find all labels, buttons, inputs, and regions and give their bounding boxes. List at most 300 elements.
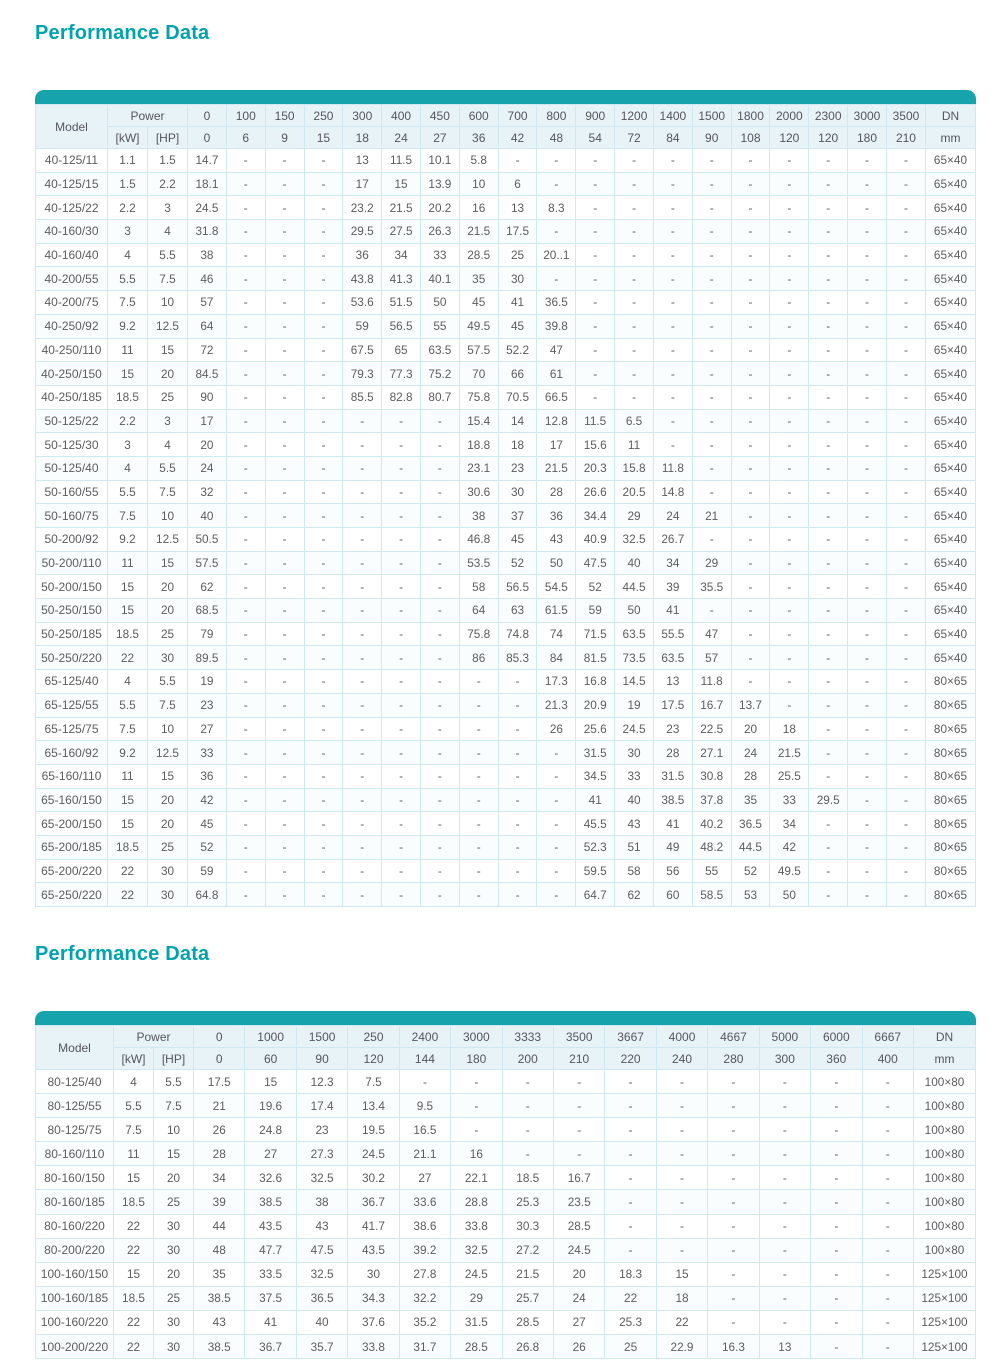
value-cell: 23 — [653, 717, 692, 741]
value-cell: - — [862, 1238, 914, 1262]
value-cell: 21.5 — [502, 1262, 553, 1286]
model-cell: 40-125/11 — [36, 149, 108, 173]
value-cell: - — [615, 362, 654, 386]
dn-cell: 65×40 — [926, 599, 976, 623]
value-cell: 23.1 — [459, 456, 498, 480]
value-cell: 57 — [188, 291, 227, 315]
value-cell: - — [811, 1070, 862, 1094]
value-cell: - — [886, 859, 925, 883]
value-cell: - — [265, 504, 304, 528]
value-cell: - — [886, 764, 925, 788]
value-cell: - — [653, 172, 692, 196]
value-cell: - — [615, 385, 654, 409]
kw-cell: 15 — [108, 362, 148, 386]
value-cell: 59 — [188, 859, 227, 883]
table-row — [36, 741, 976, 765]
model-cell: 50-160/55 — [36, 480, 108, 504]
table-row — [36, 1142, 976, 1166]
value-cell: - — [265, 314, 304, 338]
value-cell: - — [605, 1214, 656, 1238]
value-cell: - — [692, 149, 731, 173]
value-cell: 31.5 — [451, 1310, 502, 1334]
model-cell: 80-160/220 — [36, 1214, 114, 1238]
value-cell: - — [770, 622, 809, 646]
flow-header: 5000 — [759, 1026, 810, 1048]
dn-cell: 80×65 — [926, 788, 976, 812]
value-cell: - — [653, 314, 692, 338]
table-row — [36, 504, 976, 528]
value-cell: - — [343, 812, 382, 836]
value-cell: 54.5 — [537, 575, 576, 599]
value-cell: - — [653, 385, 692, 409]
model-cell: 65-250/220 — [36, 883, 108, 907]
value-cell: 21.5 — [537, 456, 576, 480]
value-cell: 33 — [420, 243, 459, 267]
value-cell: - — [862, 1335, 914, 1359]
value-cell: 33.8 — [451, 1214, 502, 1238]
value-cell: - — [770, 670, 809, 694]
kw-cell: 4 — [108, 243, 148, 267]
kw-cell: 11 — [108, 551, 148, 575]
value-cell: 14.7 — [188, 149, 227, 173]
model-cell: 40-125/15 — [36, 172, 108, 196]
value-cell: - — [615, 314, 654, 338]
value-cell: - — [848, 433, 887, 457]
value-cell: 24 — [188, 456, 227, 480]
value-cell: 56 — [653, 859, 692, 883]
value-cell: 39 — [653, 575, 692, 599]
value-cell: 40 — [188, 504, 227, 528]
model-cell: 80-200/220 — [36, 1238, 114, 1262]
value-cell: - — [498, 812, 537, 836]
hp-cell: 30 — [148, 859, 188, 883]
value-cell: - — [265, 267, 304, 291]
model-cell: 100-160/185 — [36, 1286, 114, 1310]
table-row — [36, 788, 976, 812]
value-cell: - — [451, 1118, 502, 1142]
value-cell: 28 — [731, 764, 770, 788]
value-cell: - — [692, 220, 731, 244]
value-cell: 28.5 — [451, 1335, 502, 1359]
value-cell: 55 — [692, 859, 731, 883]
table-top-bar — [35, 90, 976, 104]
value-cell: 63.5 — [615, 622, 654, 646]
value-cell: - — [656, 1142, 707, 1166]
value-cell: - — [809, 764, 848, 788]
flow-header: 100 — [226, 105, 265, 127]
value-cell: - — [809, 646, 848, 670]
value-cell: - — [420, 409, 459, 433]
value-cell: - — [809, 338, 848, 362]
value-cell: - — [770, 338, 809, 362]
kw-cell: 9.2 — [108, 314, 148, 338]
dn-cell: 65×40 — [926, 456, 976, 480]
value-cell: 29 — [615, 504, 654, 528]
value-cell: 40.2 — [692, 812, 731, 836]
dn-header: DN — [914, 1026, 976, 1048]
value-cell: 24.5 — [615, 717, 654, 741]
value-cell: 5.8 — [459, 149, 498, 173]
value-cell: 75.8 — [459, 622, 498, 646]
value-cell: 20.9 — [576, 693, 615, 717]
value-cell: - — [692, 456, 731, 480]
value-cell: - — [420, 835, 459, 859]
value-cell: - — [265, 196, 304, 220]
value-cell: - — [731, 599, 770, 623]
value-cell: - — [770, 267, 809, 291]
performance-table-1 — [35, 104, 976, 907]
value-cell: 16.7 — [553, 1166, 604, 1190]
value-cell: - — [420, 456, 459, 480]
value-cell: - — [304, 196, 343, 220]
hp-cell: 25 — [148, 622, 188, 646]
value-cell: - — [226, 693, 265, 717]
value-cell: - — [770, 646, 809, 670]
value-cell: 10 — [459, 172, 498, 196]
value-cell: - — [382, 788, 421, 812]
value-cell: - — [576, 338, 615, 362]
value-cell: - — [420, 480, 459, 504]
value-cell: 21.5 — [770, 741, 809, 765]
value-cell: - — [770, 456, 809, 480]
value-cell: - — [886, 314, 925, 338]
value-cell: - — [343, 717, 382, 741]
value-cell: 17.5 — [194, 1070, 245, 1094]
value-cell: - — [382, 812, 421, 836]
value-cell: - — [498, 835, 537, 859]
value-cell: 33 — [615, 764, 654, 788]
value-cell: 39.8 — [537, 314, 576, 338]
value-cell: 43 — [194, 1310, 245, 1334]
model-cell: 50-125/22 — [36, 409, 108, 433]
value-cell: - — [615, 196, 654, 220]
value-cell: - — [615, 220, 654, 244]
value-cell: 82.8 — [382, 385, 421, 409]
table-row — [36, 883, 976, 907]
value-cell: 63.5 — [420, 338, 459, 362]
value-cell: 51 — [615, 835, 654, 859]
hp-cell: 30 — [148, 883, 188, 907]
value-cell: - — [553, 1142, 604, 1166]
value-cell: 73.5 — [615, 646, 654, 670]
section-title: Performance Data — [35, 22, 210, 44]
value-cell: - — [759, 1190, 810, 1214]
value-cell: - — [886, 646, 925, 670]
value-cell: - — [653, 196, 692, 220]
value-cell: - — [420, 788, 459, 812]
value-cell: 79 — [188, 622, 227, 646]
value-cell: - — [886, 196, 925, 220]
value-cell: 31.5 — [576, 741, 615, 765]
value-cell: 45.5 — [576, 812, 615, 836]
value-cell: - — [498, 883, 537, 907]
value-cell: - — [886, 622, 925, 646]
value-cell: - — [226, 551, 265, 575]
value-cell: - — [343, 528, 382, 552]
value-cell: 26.7 — [653, 528, 692, 552]
value-cell: 24.5 — [188, 196, 227, 220]
value-cell: 16 — [451, 1142, 502, 1166]
value-cell: - — [731, 670, 770, 694]
value-cell: - — [759, 1094, 810, 1118]
value-cell: - — [886, 528, 925, 552]
value-cell: - — [576, 267, 615, 291]
value-cell: 19.6 — [245, 1094, 296, 1118]
flow-unit-header: 9 — [265, 127, 304, 149]
value-cell: 14 — [498, 409, 537, 433]
value-cell: - — [656, 1070, 707, 1094]
hp-cell: 7.5 — [148, 480, 188, 504]
value-cell: - — [811, 1094, 862, 1118]
value-cell: 42 — [188, 788, 227, 812]
value-cell: - — [265, 812, 304, 836]
value-cell: - — [382, 456, 421, 480]
hp-cell: 25 — [154, 1286, 194, 1310]
value-cell: - — [382, 551, 421, 575]
value-cell: 17.5 — [653, 693, 692, 717]
value-cell: 15 — [382, 172, 421, 196]
value-cell: - — [265, 409, 304, 433]
value-cell: - — [848, 646, 887, 670]
value-cell: 18.1 — [188, 172, 227, 196]
value-cell: - — [304, 670, 343, 694]
value-cell: - — [382, 622, 421, 646]
flow-header: 150 — [265, 105, 304, 127]
value-cell: - — [848, 172, 887, 196]
value-cell: - — [615, 243, 654, 267]
kw-cell: 18.5 — [108, 385, 148, 409]
flow-header: 1800 — [731, 105, 770, 127]
value-cell: 51.5 — [382, 291, 421, 315]
value-cell: - — [692, 362, 731, 386]
value-cell: 21 — [194, 1094, 245, 1118]
value-cell: 14.5 — [615, 670, 654, 694]
value-cell: - — [343, 551, 382, 575]
value-cell: 67.5 — [343, 338, 382, 362]
value-cell: - — [265, 859, 304, 883]
value-cell: - — [848, 267, 887, 291]
hp-cell: 20 — [148, 812, 188, 836]
flow-unit-header: 15 — [304, 127, 343, 149]
model-cell: 65-200/185 — [36, 835, 108, 859]
value-cell: 41 — [653, 599, 692, 623]
value-cell: - — [343, 646, 382, 670]
value-cell: 62 — [188, 575, 227, 599]
value-cell: - — [265, 741, 304, 765]
value-cell: - — [809, 267, 848, 291]
value-cell: 55.5 — [653, 622, 692, 646]
value-cell: - — [459, 764, 498, 788]
value-cell: 41 — [498, 291, 537, 315]
value-cell: - — [382, 575, 421, 599]
value-cell: - — [809, 575, 848, 599]
dn-cell: 125×100 — [914, 1310, 976, 1334]
value-cell: 49.5 — [459, 314, 498, 338]
value-cell: - — [770, 528, 809, 552]
kw-cell: 18.5 — [108, 622, 148, 646]
value-cell: - — [886, 551, 925, 575]
value-cell: 58.5 — [692, 883, 731, 907]
value-cell: - — [731, 551, 770, 575]
value-cell: 52 — [188, 835, 227, 859]
value-cell: 10.1 — [420, 149, 459, 173]
value-cell: - — [656, 1214, 707, 1238]
flow-unit-header: 27 — [420, 127, 459, 149]
value-cell: 43.5 — [245, 1214, 296, 1238]
value-cell: - — [731, 362, 770, 386]
model-cell: 40-250/110 — [36, 338, 108, 362]
dn-cell: 80×65 — [926, 670, 976, 694]
table-header — [36, 1026, 976, 1070]
dn-cell: 65×40 — [926, 622, 976, 646]
flow-unit-header: 120 — [348, 1048, 399, 1070]
value-cell: 28 — [537, 480, 576, 504]
value-cell: - — [731, 575, 770, 599]
value-cell: 35.7 — [296, 1335, 347, 1359]
value-cell: 45 — [188, 812, 227, 836]
value-cell: - — [862, 1142, 914, 1166]
value-cell: - — [265, 480, 304, 504]
flow-unit-header: 54 — [576, 127, 615, 149]
value-cell: - — [811, 1190, 862, 1214]
value-cell: - — [304, 362, 343, 386]
flow-header: 1000 — [245, 1026, 296, 1048]
model-cell: 65-125/40 — [36, 670, 108, 694]
flow-header: 250 — [348, 1026, 399, 1048]
value-cell: 53.5 — [459, 551, 498, 575]
dn-cell: 65×40 — [926, 646, 976, 670]
value-cell: - — [809, 528, 848, 552]
value-cell: 55 — [420, 314, 459, 338]
value-cell: - — [692, 433, 731, 457]
value-cell: - — [770, 480, 809, 504]
value-cell: - — [343, 599, 382, 623]
kw-cell: 15 — [114, 1262, 154, 1286]
table-row — [36, 764, 976, 788]
value-cell: - — [656, 1118, 707, 1142]
value-cell: 15.4 — [459, 409, 498, 433]
model-cell: 40-250/92 — [36, 314, 108, 338]
value-cell: - — [420, 599, 459, 623]
value-cell: - — [382, 599, 421, 623]
value-cell: 42 — [770, 835, 809, 859]
value-cell: 32.5 — [296, 1262, 347, 1286]
kw-cell: 15 — [108, 575, 148, 599]
table-row — [36, 1335, 976, 1359]
dn-cell: 65×40 — [926, 362, 976, 386]
value-cell: - — [226, 575, 265, 599]
dn-cell: 100×80 — [914, 1118, 976, 1142]
value-cell: - — [304, 883, 343, 907]
value-cell: 13 — [653, 670, 692, 694]
value-cell: - — [770, 220, 809, 244]
value-cell: 68.5 — [188, 599, 227, 623]
kw-cell: 11 — [114, 1142, 154, 1166]
value-cell: 32.5 — [615, 528, 654, 552]
value-cell: 37.6 — [348, 1310, 399, 1334]
value-cell: - — [576, 362, 615, 386]
value-cell: 30 — [498, 267, 537, 291]
value-cell: - — [382, 764, 421, 788]
value-cell: - — [576, 385, 615, 409]
flow-header: 2000 — [770, 105, 809, 127]
value-cell: 79.3 — [343, 362, 382, 386]
value-cell: - — [265, 788, 304, 812]
value-cell: 18.3 — [605, 1262, 656, 1286]
value-cell: 50 — [420, 291, 459, 315]
value-cell: - — [605, 1238, 656, 1262]
value-cell: - — [886, 172, 925, 196]
value-cell: - — [811, 1262, 862, 1286]
value-cell: - — [809, 693, 848, 717]
flow-unit-header: 84 — [653, 127, 692, 149]
model-cell: 65-125/55 — [36, 693, 108, 717]
value-cell: 63.5 — [653, 646, 692, 670]
value-cell: - — [886, 480, 925, 504]
value-cell: - — [770, 575, 809, 599]
flow-header: 1200 — [615, 105, 654, 127]
value-cell: - — [886, 220, 925, 244]
value-cell: 26.6 — [576, 480, 615, 504]
model-cell: 65-160/110 — [36, 764, 108, 788]
value-cell: 18 — [498, 433, 537, 457]
value-cell: - — [304, 528, 343, 552]
value-cell: 32.2 — [399, 1286, 450, 1310]
value-cell: 29 — [692, 551, 731, 575]
value-cell: 40.1 — [420, 267, 459, 291]
value-cell: - — [848, 551, 887, 575]
value-cell: 22 — [605, 1286, 656, 1310]
kw-unit-header: [kW] — [114, 1048, 154, 1070]
value-cell: - — [304, 788, 343, 812]
value-cell: 13 — [759, 1335, 810, 1359]
model-header: Model — [36, 105, 108, 149]
value-cell: - — [811, 1335, 862, 1359]
model-cell: 50-250/185 — [36, 622, 108, 646]
value-cell: - — [770, 314, 809, 338]
value-cell: - — [848, 362, 887, 386]
value-cell: 66.5 — [537, 385, 576, 409]
value-cell: - — [502, 1142, 553, 1166]
value-cell: - — [265, 622, 304, 646]
value-cell: - — [886, 504, 925, 528]
dn-cell: 80×65 — [926, 693, 976, 717]
value-cell: - — [759, 1310, 810, 1334]
value-cell: - — [615, 149, 654, 173]
value-cell: 81.5 — [576, 646, 615, 670]
value-cell: - — [226, 314, 265, 338]
flow-unit-header: 360 — [811, 1048, 862, 1070]
value-cell: - — [770, 551, 809, 575]
value-cell: - — [809, 670, 848, 694]
flow-header: 600 — [459, 105, 498, 127]
value-cell: 38.5 — [245, 1190, 296, 1214]
value-cell: - — [731, 504, 770, 528]
value-cell: 47.5 — [576, 551, 615, 575]
value-cell: - — [731, 314, 770, 338]
flow-header: 3000 — [848, 105, 887, 127]
value-cell: 43 — [296, 1214, 347, 1238]
kw-cell: 2.2 — [108, 196, 148, 220]
value-cell: 53 — [731, 883, 770, 907]
value-cell: - — [498, 149, 537, 173]
value-cell: - — [451, 1070, 502, 1094]
value-cell: - — [886, 362, 925, 386]
value-cell: - — [692, 599, 731, 623]
hp-cell: 15 — [148, 551, 188, 575]
flow-unit-header: 144 — [399, 1048, 450, 1070]
value-cell: 63 — [498, 599, 537, 623]
